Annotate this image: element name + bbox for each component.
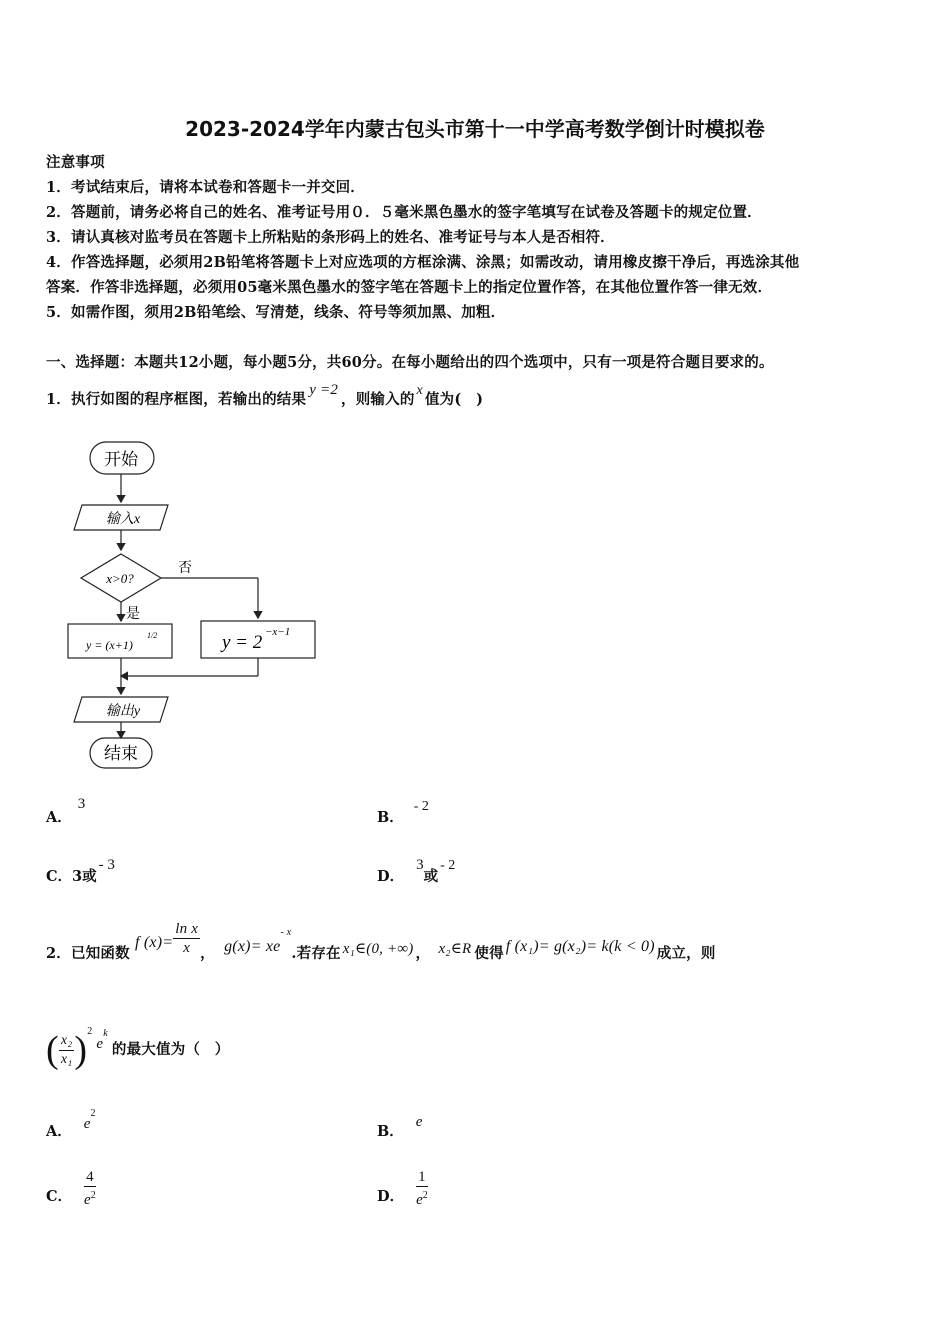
flow-right-formula: y = 2 [222, 632, 263, 653]
flow-output-label: 输出y [105, 704, 141, 719]
q2-option-b[interactable]: B．e [377, 1114, 423, 1140]
notice-item: 5．如需作图，须用2B铅笔绘、写清楚，线条、符号等须加黑、加粗． [46, 304, 506, 321]
notice-heading: 注意事项 [46, 154, 105, 171]
flow-decision-label: x>0? [106, 571, 134, 586]
q1-option-d[interactable]: D．3或- 2 [377, 857, 456, 885]
notice-item: 3．请认真核对监考员在答题卡上所粘贴的条形码上的姓名、准考证号与本人是否相符． [46, 229, 615, 246]
question-2-stem: 2．已知函数 f (x)= $\frac{\text{ln x}}{x}$ ， $g(x)= xe^{- x}$.若存在 x₁∈(0, +∞) ， x₂∈R 使得 f (x₁)= g(x₂)= k(k < 0) 成立，则 [46, 921, 716, 962]
flow-end-label: 结束 [104, 744, 138, 763]
section-heading: 一、选择题：本题共12小题，每小题5分，共60分。在每小题给出的四个选项中，只有一项是符合题目要求的。 [46, 354, 774, 371]
flow-right-exponent: −x−1 [265, 626, 291, 638]
page-title: 2023-2024学年内蒙古包头市第十一中学高考数学倒计时模拟卷 [185, 117, 765, 141]
q1-option-a[interactable]: A．3 [46, 796, 86, 826]
notice-item: 答案．作答非选择题，必须用05毫米黑色墨水的签字笔在答题卡上的指定位置作答，在其他位置作答一律无效． [46, 279, 773, 296]
q2-option-c[interactable]: C． $\frac{4}{e^2}$ [46, 1169, 96, 1208]
flowchart [60, 432, 330, 777]
flow-yes-label: 是 [126, 607, 140, 622]
q2-option-d[interactable]: D． $\frac{1}{e^2}$ [377, 1169, 428, 1208]
flow-left-exponent: 1/2 [147, 631, 158, 640]
notice-item: 2．答题前，请务必将自己的姓名、准考证号用０．５毫米黑色墨水的签字笔填写在试卷及答题卡的规定位置． [46, 204, 762, 221]
question-1-stem: 1．执行如图的程序框图，若输出的结果y =2，则输入的x值为( ) [46, 382, 484, 408]
q1-option-b[interactable]: B．- 2 [377, 799, 429, 826]
question-2-expression: ( $\frac{\text{x₂}}{\text{x₁}}$ )$^2e^k$的最大值为（ ） [46, 1026, 230, 1071]
flow-input-label: 输入x [105, 512, 141, 527]
flow-start-label: 开始 [104, 450, 138, 469]
flow-no-label: 否 [178, 561, 192, 576]
flow-left-formula: y = (x+1) [86, 638, 133, 652]
notice-item: 4．作答选择题，必须用2B铅笔将答题卡上对应选项的方框涂满、涂黑；如需改动，请用橡皮擦干净后，再选涂其他 [46, 254, 800, 271]
notice-item: 1．考试结束后，请将本试卷和答题卡一并交回． [46, 179, 365, 196]
q1-option-c[interactable]: C．3或- 3 [46, 857, 115, 885]
q2-option-a[interactable]: A． $e^2$ [46, 1108, 96, 1140]
